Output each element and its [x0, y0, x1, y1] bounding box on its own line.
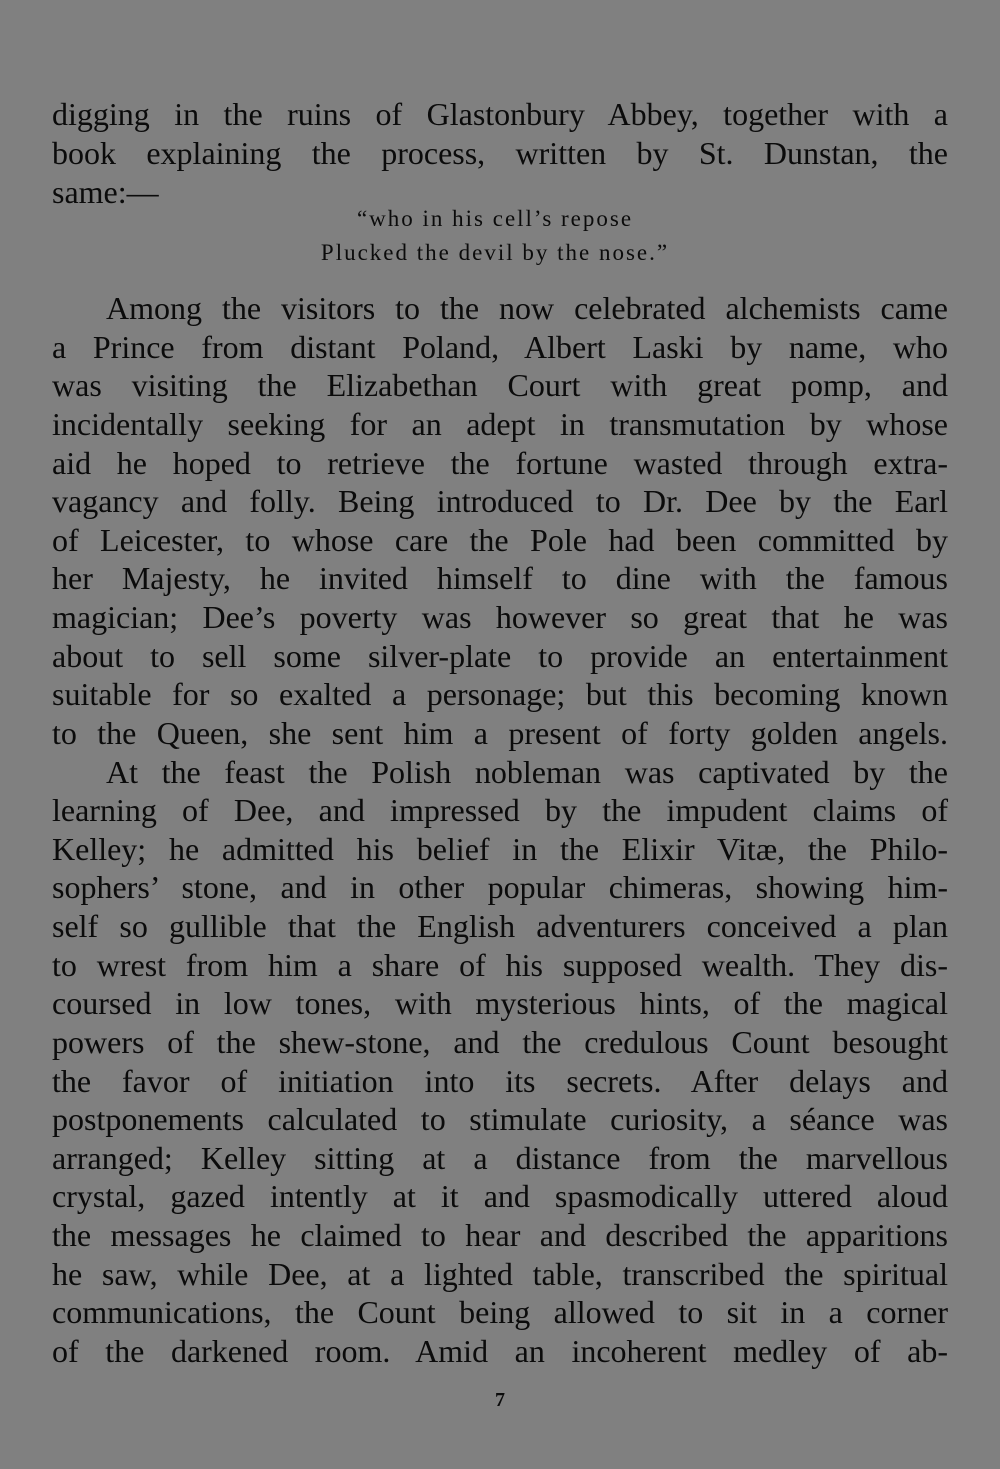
paragraph: [52, 753, 948, 1371]
text-line: was visiting the Elizabethan Court with great pomp, and: [52, 367, 948, 404]
text-line: communications, the Count being allowed to sit in a corner: [52, 1294, 948, 1331]
verse-line: Plucked the devil by the nose.”: [320, 240, 670, 265]
text-line: coursed in low tones, with mysterious hints, of the magical: [52, 985, 948, 1022]
text-line: about to sell some silver-plate to provide an entertainment: [52, 637, 948, 674]
text-line: of Leicester, to whose care the Pole had been committed by: [52, 521, 948, 558]
verse-quotation: [0, 202, 990, 270]
text-line: self so gullible that the English adventurers conceived a plan: [52, 908, 948, 944]
text-line: At the feast the Polish nobleman was captivated by the: [106, 753, 948, 790]
text-line: he saw, while Dee, at a lighted table, transcribed the spiritual: [52, 1255, 948, 1292]
text-line: postponements calculated to stimulate curiosity, a séance was: [52, 1101, 948, 1138]
text-line: to the Queen, she sent him a present of forty golden angels.: [52, 714, 948, 751]
text-line: sophers’ stone, and in other popular chimeras, showing him-: [52, 869, 948, 906]
text-line: magician; Dee’s poverty was however so great that he was: [52, 599, 948, 635]
text-line: suitable for so exalted a personage; but this becoming known: [52, 676, 948, 713]
text-line: the messages he claimed to hear and described the apparitions: [52, 1217, 948, 1253]
text-line: crystal, gazed intently at it and spasmodically uttered aloud: [52, 1178, 948, 1215]
continued-paragraph: [52, 95, 948, 212]
text-line: same:—: [52, 174, 159, 210]
text-line: Kelley; he admitted his belief in the Elixir Vitæ, the Philo-: [52, 830, 948, 867]
text-line: the favor of initiation into its secrets. After delays and: [52, 1062, 948, 1099]
text-line: vagancy and folly. Being introduced to Dr. Dee by the Earl: [52, 483, 948, 520]
body-text: [52, 289, 948, 1371]
paragraph: [52, 289, 948, 753]
text-line: powers of the shew-stone, and the credulous Count besought: [52, 1023, 948, 1060]
verse-line: “who in his cell’s repose: [356, 206, 634, 231]
text-line: learning of Dee, and impressed by the impudent claims of: [52, 792, 948, 829]
text-line: aid he hoped to retrieve the fortune wasted through extra-: [52, 444, 948, 481]
text-line: digging in the ruins of Glastonbury Abbey, together with a: [52, 96, 948, 132]
text-line: arranged; Kelley sitting at a distance from the marvellous: [52, 1139, 948, 1176]
text-line: to wrest from him a share of his supposed wealth. They dis-: [52, 946, 948, 983]
text-line: of the darkened room. Amid an incoherent medley of ab-: [52, 1332, 948, 1369]
text-line: her Majesty, he invited himself to dine with the famous: [52, 560, 948, 597]
text-line: Among the visitors to the now celebrated alchemists came: [106, 290, 948, 326]
text-line: incidentally seeking for an adept in transmutation by whose: [52, 405, 948, 442]
page-number: 7: [495, 1389, 505, 1411]
text-line: book explaining the process, written by St. Dunstan, the: [52, 135, 948, 171]
text-line: a Prince from distant Poland, Albert Laski by name, who: [52, 328, 948, 365]
